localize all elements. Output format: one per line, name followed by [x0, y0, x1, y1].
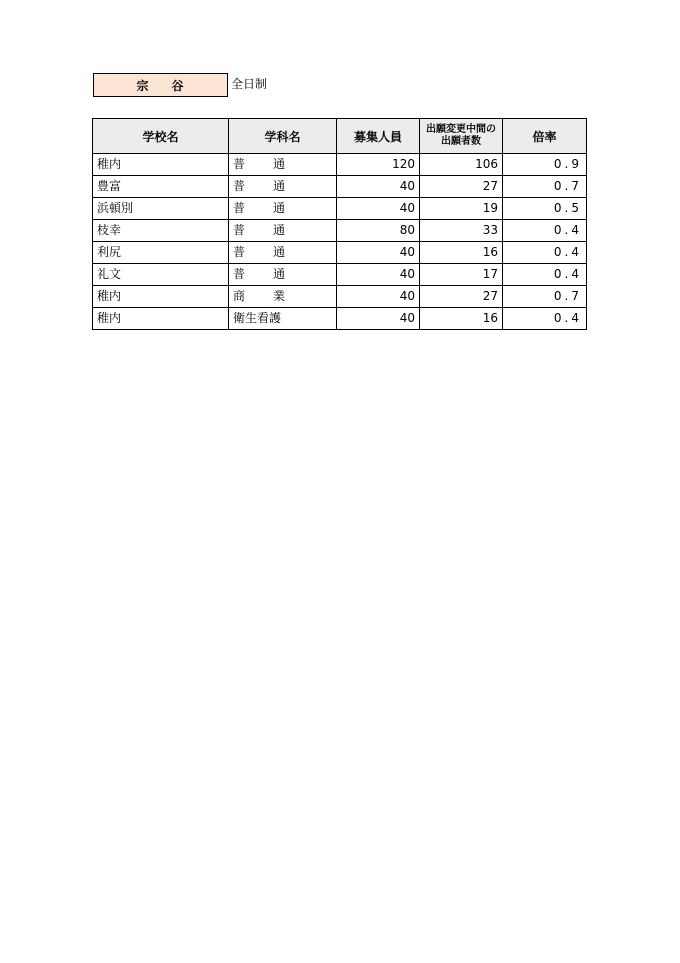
cell-school: 礼文 — [93, 264, 229, 286]
department-spaced — [233, 242, 285, 263]
region-title-char-2: 谷 — [171, 78, 185, 93]
cell-school: 稚内 — [93, 308, 229, 330]
cell-department — [229, 242, 337, 264]
cell-ratio: 0.7 — [503, 176, 587, 198]
department-char-1: 普 — [233, 201, 246, 215]
cell-department — [229, 220, 337, 242]
cell-applicants: 17 — [420, 264, 503, 286]
department-char-2: 通 — [272, 201, 285, 215]
table-row — [93, 220, 587, 242]
cell-ratio: 0.5 — [503, 198, 587, 220]
table-row — [93, 264, 587, 286]
cell-applicants: 16 — [420, 308, 503, 330]
department-spaced — [233, 264, 285, 285]
cell-department — [229, 308, 337, 330]
cell-applicants: 19 — [420, 198, 503, 220]
table-row — [93, 308, 587, 330]
cell-capacity: 40 — [337, 286, 420, 308]
department-spaced — [233, 176, 285, 197]
header-applicants-line-2: 出願者数 — [441, 136, 481, 147]
cell-capacity: 40 — [337, 198, 420, 220]
table-row — [93, 198, 587, 220]
department-char-2: 通 — [272, 223, 285, 237]
department-spaced — [233, 220, 285, 241]
header-department: 学科名 — [229, 119, 337, 154]
department-char-1: 普 — [233, 223, 246, 237]
cell-school: 稚内 — [93, 154, 229, 176]
department-spaced — [233, 198, 285, 219]
department-spaced — [233, 154, 285, 175]
table-row — [93, 286, 587, 308]
cell-applicants: 16 — [420, 242, 503, 264]
cell-school: 枝幸 — [93, 220, 229, 242]
cell-ratio: 0.4 — [503, 264, 587, 286]
table-row — [93, 176, 587, 198]
department-char-2: 通 — [272, 245, 285, 259]
cell-capacity: 40 — [337, 176, 420, 198]
header-capacity: 募集人員 — [337, 119, 420, 154]
cell-school: 豊富 — [93, 176, 229, 198]
region-title-char-1: 宗 — [136, 78, 150, 93]
cell-capacity: 80 — [337, 220, 420, 242]
header-applicants — [420, 119, 503, 154]
cell-department — [229, 154, 337, 176]
cell-ratio: 0.7 — [503, 286, 587, 308]
table-row — [93, 154, 587, 176]
cell-ratio: 0.4 — [503, 308, 587, 330]
department-char-2: 通 — [272, 157, 285, 171]
header-ratio: 倍率 — [503, 119, 587, 154]
cell-applicants: 27 — [420, 176, 503, 198]
department-char-1: 普 — [233, 245, 246, 259]
region-title-box — [93, 73, 228, 97]
cell-department — [229, 198, 337, 220]
department-full: 衛生看護 — [233, 311, 282, 325]
cell-capacity: 40 — [337, 242, 420, 264]
cell-ratio: 0.4 — [503, 220, 587, 242]
cell-ratio: 0.4 — [503, 242, 587, 264]
header-applicants-line-1: 出願変更中間の — [426, 124, 496, 135]
cell-department — [229, 264, 337, 286]
cell-school: 利尻 — [93, 242, 229, 264]
department-spaced — [233, 286, 285, 307]
cell-applicants: 33 — [420, 220, 503, 242]
department-char-1: 商 — [233, 289, 246, 303]
cell-applicants: 27 — [420, 286, 503, 308]
table-row — [93, 242, 587, 264]
department-char-1: 普 — [233, 157, 246, 171]
cell-school: 稚内 — [93, 286, 229, 308]
cell-department — [229, 286, 337, 308]
cell-applicants: 106 — [420, 154, 503, 176]
department-char-2: 通 — [272, 179, 285, 193]
application-results-table — [92, 118, 587, 330]
cell-school: 浜頓別 — [93, 198, 229, 220]
department-char-1: 普 — [233, 179, 246, 193]
cell-capacity: 120 — [337, 154, 420, 176]
table-header-row — [93, 119, 587, 154]
cell-ratio: 0.9 — [503, 154, 587, 176]
cell-capacity: 40 — [337, 264, 420, 286]
cell-capacity: 40 — [337, 308, 420, 330]
enrollment-system-label: 全日制 — [231, 77, 268, 91]
header-school: 学校名 — [93, 119, 229, 154]
department-char-1: 普 — [233, 267, 246, 281]
cell-department — [229, 176, 337, 198]
department-char-2: 通 — [272, 267, 285, 281]
department-char-2: 業 — [272, 289, 285, 303]
